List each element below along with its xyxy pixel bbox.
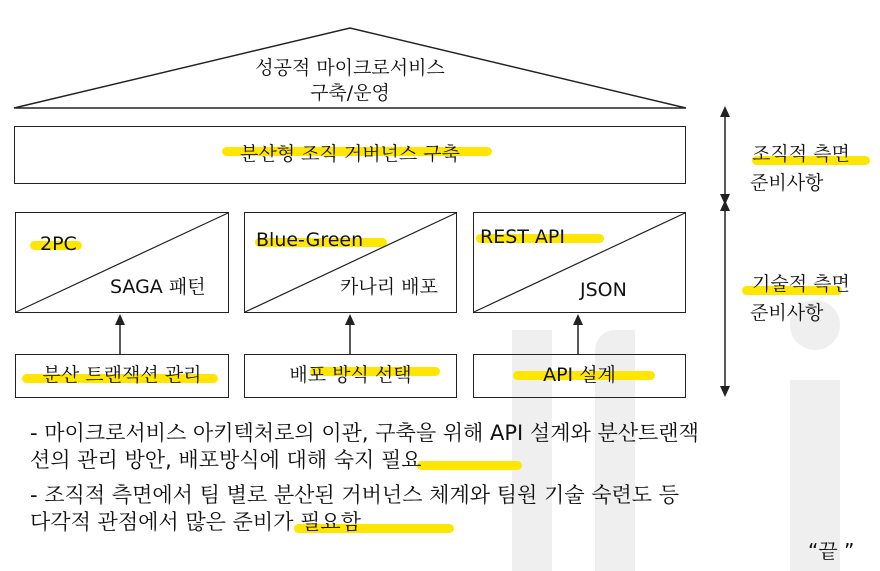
arrow-up-2 bbox=[345, 314, 355, 325]
end-mark: “끝 ” bbox=[808, 539, 855, 563]
pillar-1-top-label: 2PC bbox=[40, 233, 77, 255]
governance-label: 분산형 조직 거버넌스 구축 bbox=[239, 143, 460, 165]
pillar-3-bottom-label: JSON bbox=[580, 279, 627, 301]
arrow-up-1 bbox=[115, 314, 125, 325]
base-2-label: 배포 방식 선택 bbox=[289, 364, 412, 386]
roof-title-line1: 성공적 마이크로서비스 bbox=[255, 57, 445, 79]
arrow-up-3 bbox=[573, 314, 583, 325]
pillar-1-bottom-label: SAGA 패턴 bbox=[110, 276, 206, 298]
base-1-label: 분산 트랜잭션 관리 bbox=[42, 364, 202, 386]
note-line-1: - 마이크로서비스 아키텍처로의 이관, 구축을 위해 API 설계와 분산트랜잭 bbox=[30, 421, 699, 445]
pillar-2-top-label: Blue-Green bbox=[256, 229, 364, 251]
note-line-4: 다각적 관점에서 많은 준비가 필요함 bbox=[30, 510, 361, 534]
pillar-2-bottom-label: 카나리 배포 bbox=[340, 276, 438, 298]
pillar-3-top-label: REST API bbox=[480, 226, 565, 248]
org-side-line2: 준비사항 bbox=[750, 172, 824, 194]
base-3-label: API 설계 bbox=[543, 364, 616, 386]
tech-side-line2: 준비사항 bbox=[750, 302, 824, 324]
note-line-2: 션의 관리 방안, 배포방식에 대해 숙지 필요 bbox=[30, 448, 422, 472]
tech-side-line1: 기술적 측면 bbox=[752, 273, 850, 295]
note-line-3: - 조직적 측면에서 팀 별로 분산된 거버넌스 체계와 팀원 기술 숙련도 등 bbox=[30, 483, 680, 507]
org-side-line1: 조직적 측면 bbox=[752, 143, 850, 165]
roof-title-line2: 구축/운영 bbox=[310, 82, 390, 104]
